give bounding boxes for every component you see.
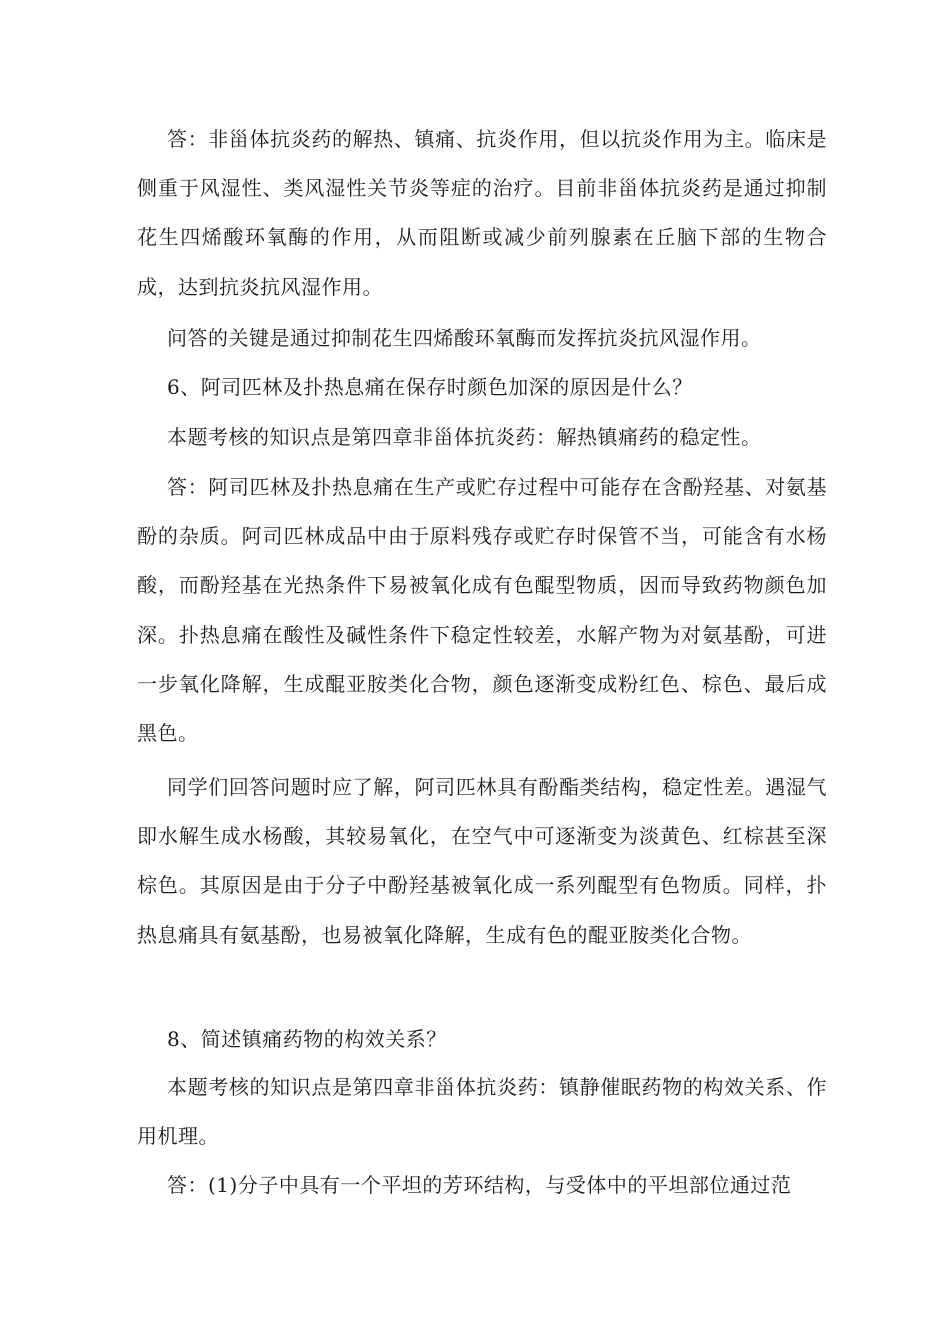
answer-6-paragraph: 答：阿司匹林及扑热息痛在生产或贮存过程中可能存在含酚羟基、对氨基酚的杂质。阿司匹林成品中由于原料残存或贮存时保管不当，可能含有水杨酸，而酚羟基在光热条件下易被氧化成有色醌型物质，因而导致药物颜色加深。扑热息痛在酸性及碱性条件下稳定性较差，水解产物为对氨基酚，可进一步氧化降解，生成醌亚胺类化合物，颜色逐渐变成粉红色、棕色、最后成黑色。 bbox=[137, 475, 827, 746]
question-6-heading: 6、阿司匹林及扑热息痛在保存时颜色加深的原因是什么？ bbox=[167, 375, 693, 399]
key-point-5-paragraph: 问答的关键是通过抑制花生四烯酸环氧酶而发挥抗炎抗风湿作用。 bbox=[167, 326, 762, 350]
note-6-paragraph: 同学们回答问题时应了解，阿司匹林具有酚酯类结构，稳定性差。遇湿气即水解生成水杨酸，其较易氧化，在空气中可逐渐变为淡黄色、红棕甚至深棕色。其原因是由于分子中酚羟基被氧化成一系列醌型有色物质。同样，扑热息痛具有氨基酚，也易被氧化降解，生成有色的醌亚胺类化合物。 bbox=[137, 775, 827, 947]
answer-8-paragraph: 答：(1)分子中具有一个平坦的芳环结构，与受体中的平坦部位通过范 bbox=[167, 1173, 792, 1197]
answer-5-paragraph: 答：非甾体抗炎药的解热、镇痛、抗炎作用，但以抗炎作用为主。临床是侧重于风湿性、类风湿性关节炎等症的治疗。目前非甾体抗炎药是通过抑制花生四烯酸环氧酶的作用，从而阻断或减少前列腺素在丘脑下部的生物合成，达到抗炎抗风湿作用。 bbox=[137, 127, 827, 299]
knowledge-point-6-paragraph: 本题考核的知识点是第四章非甾体抗炎药：解热镇痛药的稳定性。 bbox=[167, 425, 762, 449]
question-8-heading: 8、简述镇痛药物的构效关系？ bbox=[167, 1027, 447, 1051]
knowledge-point-8-paragraph: 本题考核的知识点是第四章非甾体抗炎药：镇静催眠药物的构效关系、作用机理。 bbox=[137, 1075, 827, 1149]
